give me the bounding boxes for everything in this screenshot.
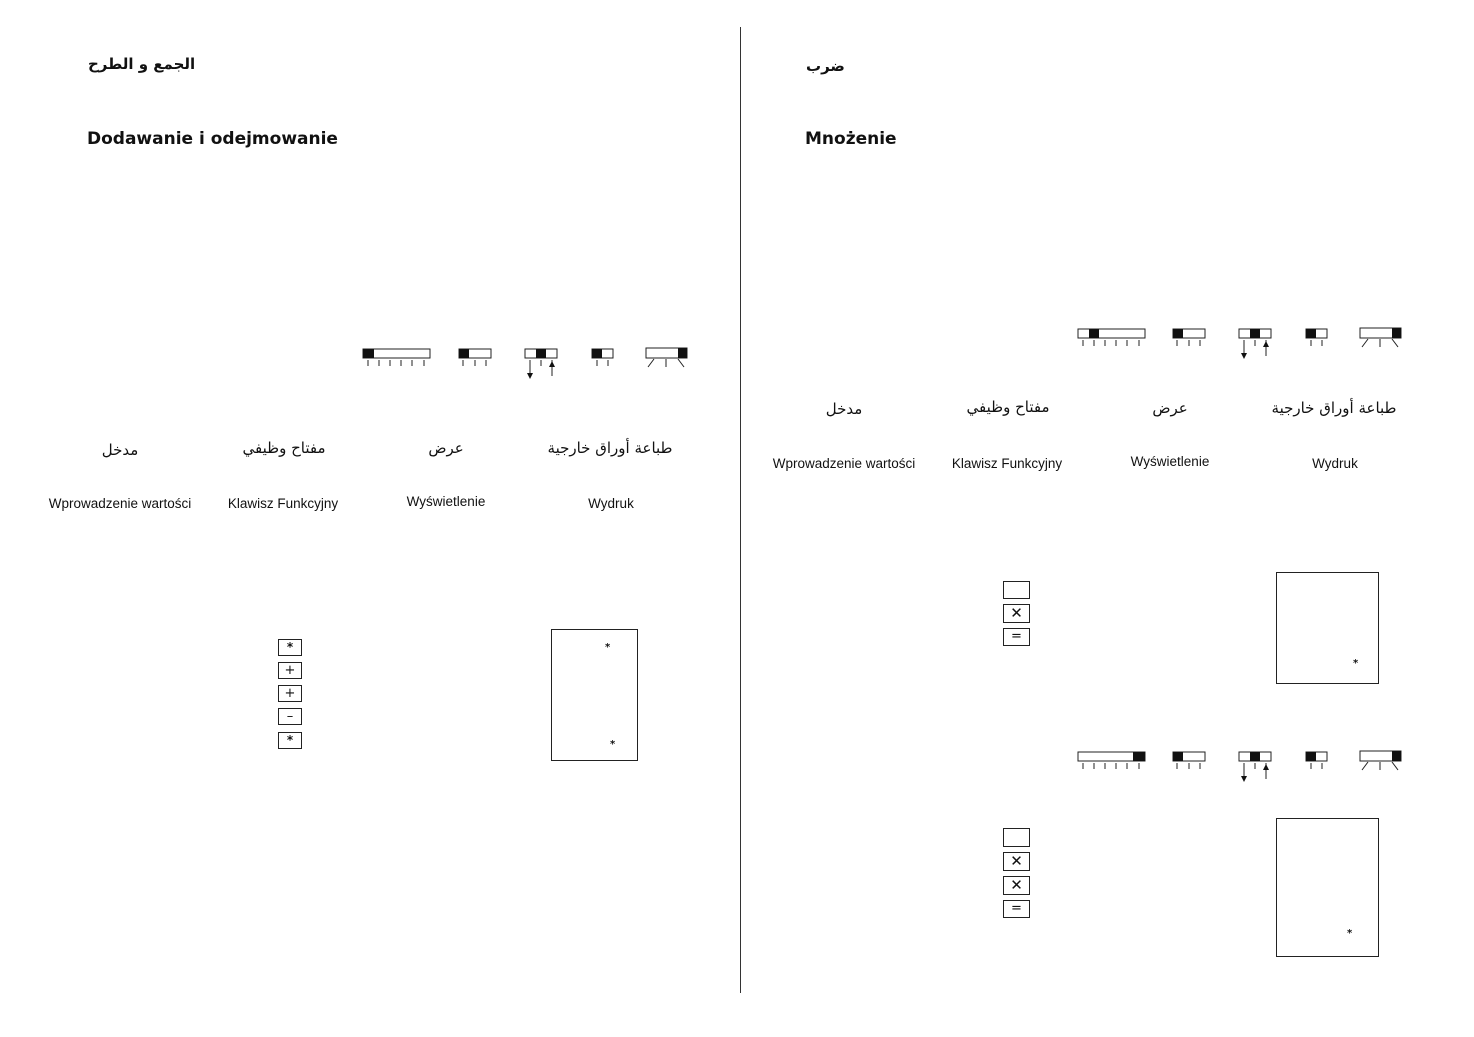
mode-switch-icon — [1305, 751, 1329, 771]
key-minus: – — [278, 708, 302, 725]
key-plus: + — [278, 662, 302, 679]
label-display-pl: Wyświetlenie — [406, 494, 486, 509]
rounding-selector-icon — [458, 348, 492, 368]
key-plus: + — [278, 685, 302, 702]
label-function-key-pl: Klawisz Funkcyjny — [951, 456, 1063, 471]
label-input-ar: مدخل — [825, 400, 863, 418]
label-printout-ar: طباعة أوراق خارجية — [547, 439, 673, 457]
label-input-ar: مدخل — [101, 441, 139, 459]
print-switch-icon — [1359, 327, 1403, 349]
paper-printout — [1276, 818, 1379, 957]
label-display-pl: Wyświetlenie — [1130, 454, 1210, 469]
key-number-entry — [1003, 828, 1030, 847]
paper-printout — [551, 629, 638, 761]
paper-total-mark: * — [1353, 658, 1359, 669]
mode-switch-icon — [591, 348, 615, 368]
label-function-key-ar: مفتاح وظيفي — [242, 439, 326, 457]
key-multiply: ✕ — [1003, 876, 1030, 895]
mode-switch-icon — [1305, 328, 1329, 348]
round-up-down-icon — [1238, 328, 1272, 361]
key-equals: = — [1003, 900, 1030, 918]
paper-total-mark: * — [610, 739, 616, 750]
key-total: * — [278, 732, 302, 749]
print-switch-icon — [645, 347, 689, 369]
decimal-selector-icon — [1077, 328, 1147, 348]
left-title-arabic: الجمع و الطرح — [88, 55, 196, 73]
label-display-ar: عرض — [428, 439, 464, 457]
print-switch-icon — [1359, 750, 1403, 772]
right-title-arabic: ضرب — [806, 57, 845, 75]
label-input-pl: Wprowadzenie wartości — [772, 456, 916, 471]
round-up-down-icon — [524, 348, 558, 381]
label-input-pl: Wprowadzenie wartości — [48, 496, 192, 511]
label-printout-ar: طباعة أوراق خارجية — [1271, 399, 1397, 417]
right-title-polish: Mnożenie — [805, 129, 897, 149]
label-display-ar: عرض — [1152, 399, 1188, 417]
paper-total-mark: * — [605, 642, 611, 653]
paper-printout — [1276, 572, 1379, 684]
round-up-down-icon — [1238, 751, 1272, 784]
label-printout-pl: Wydruk — [1312, 456, 1358, 471]
rounding-selector-icon — [1172, 328, 1206, 348]
key-multiply: ✕ — [1003, 604, 1030, 623]
key-number-entry — [1003, 581, 1030, 599]
key-total: * — [278, 639, 302, 656]
decimal-selector-icon — [1077, 751, 1147, 771]
page-divider — [740, 27, 741, 993]
left-title-polish: Dodawanie i odejmowanie — [87, 129, 338, 149]
label-function-key-pl: Klawisz Funkcyjny — [227, 496, 339, 511]
label-function-key-ar: مفتاح وظيفي — [966, 398, 1050, 416]
rounding-selector-icon — [1172, 751, 1206, 771]
key-multiply: ✕ — [1003, 852, 1030, 871]
label-printout-pl: Wydruk — [588, 496, 634, 511]
key-equals: = — [1003, 628, 1030, 646]
paper-total-mark: * — [1347, 928, 1353, 939]
decimal-selector-icon — [362, 348, 432, 368]
